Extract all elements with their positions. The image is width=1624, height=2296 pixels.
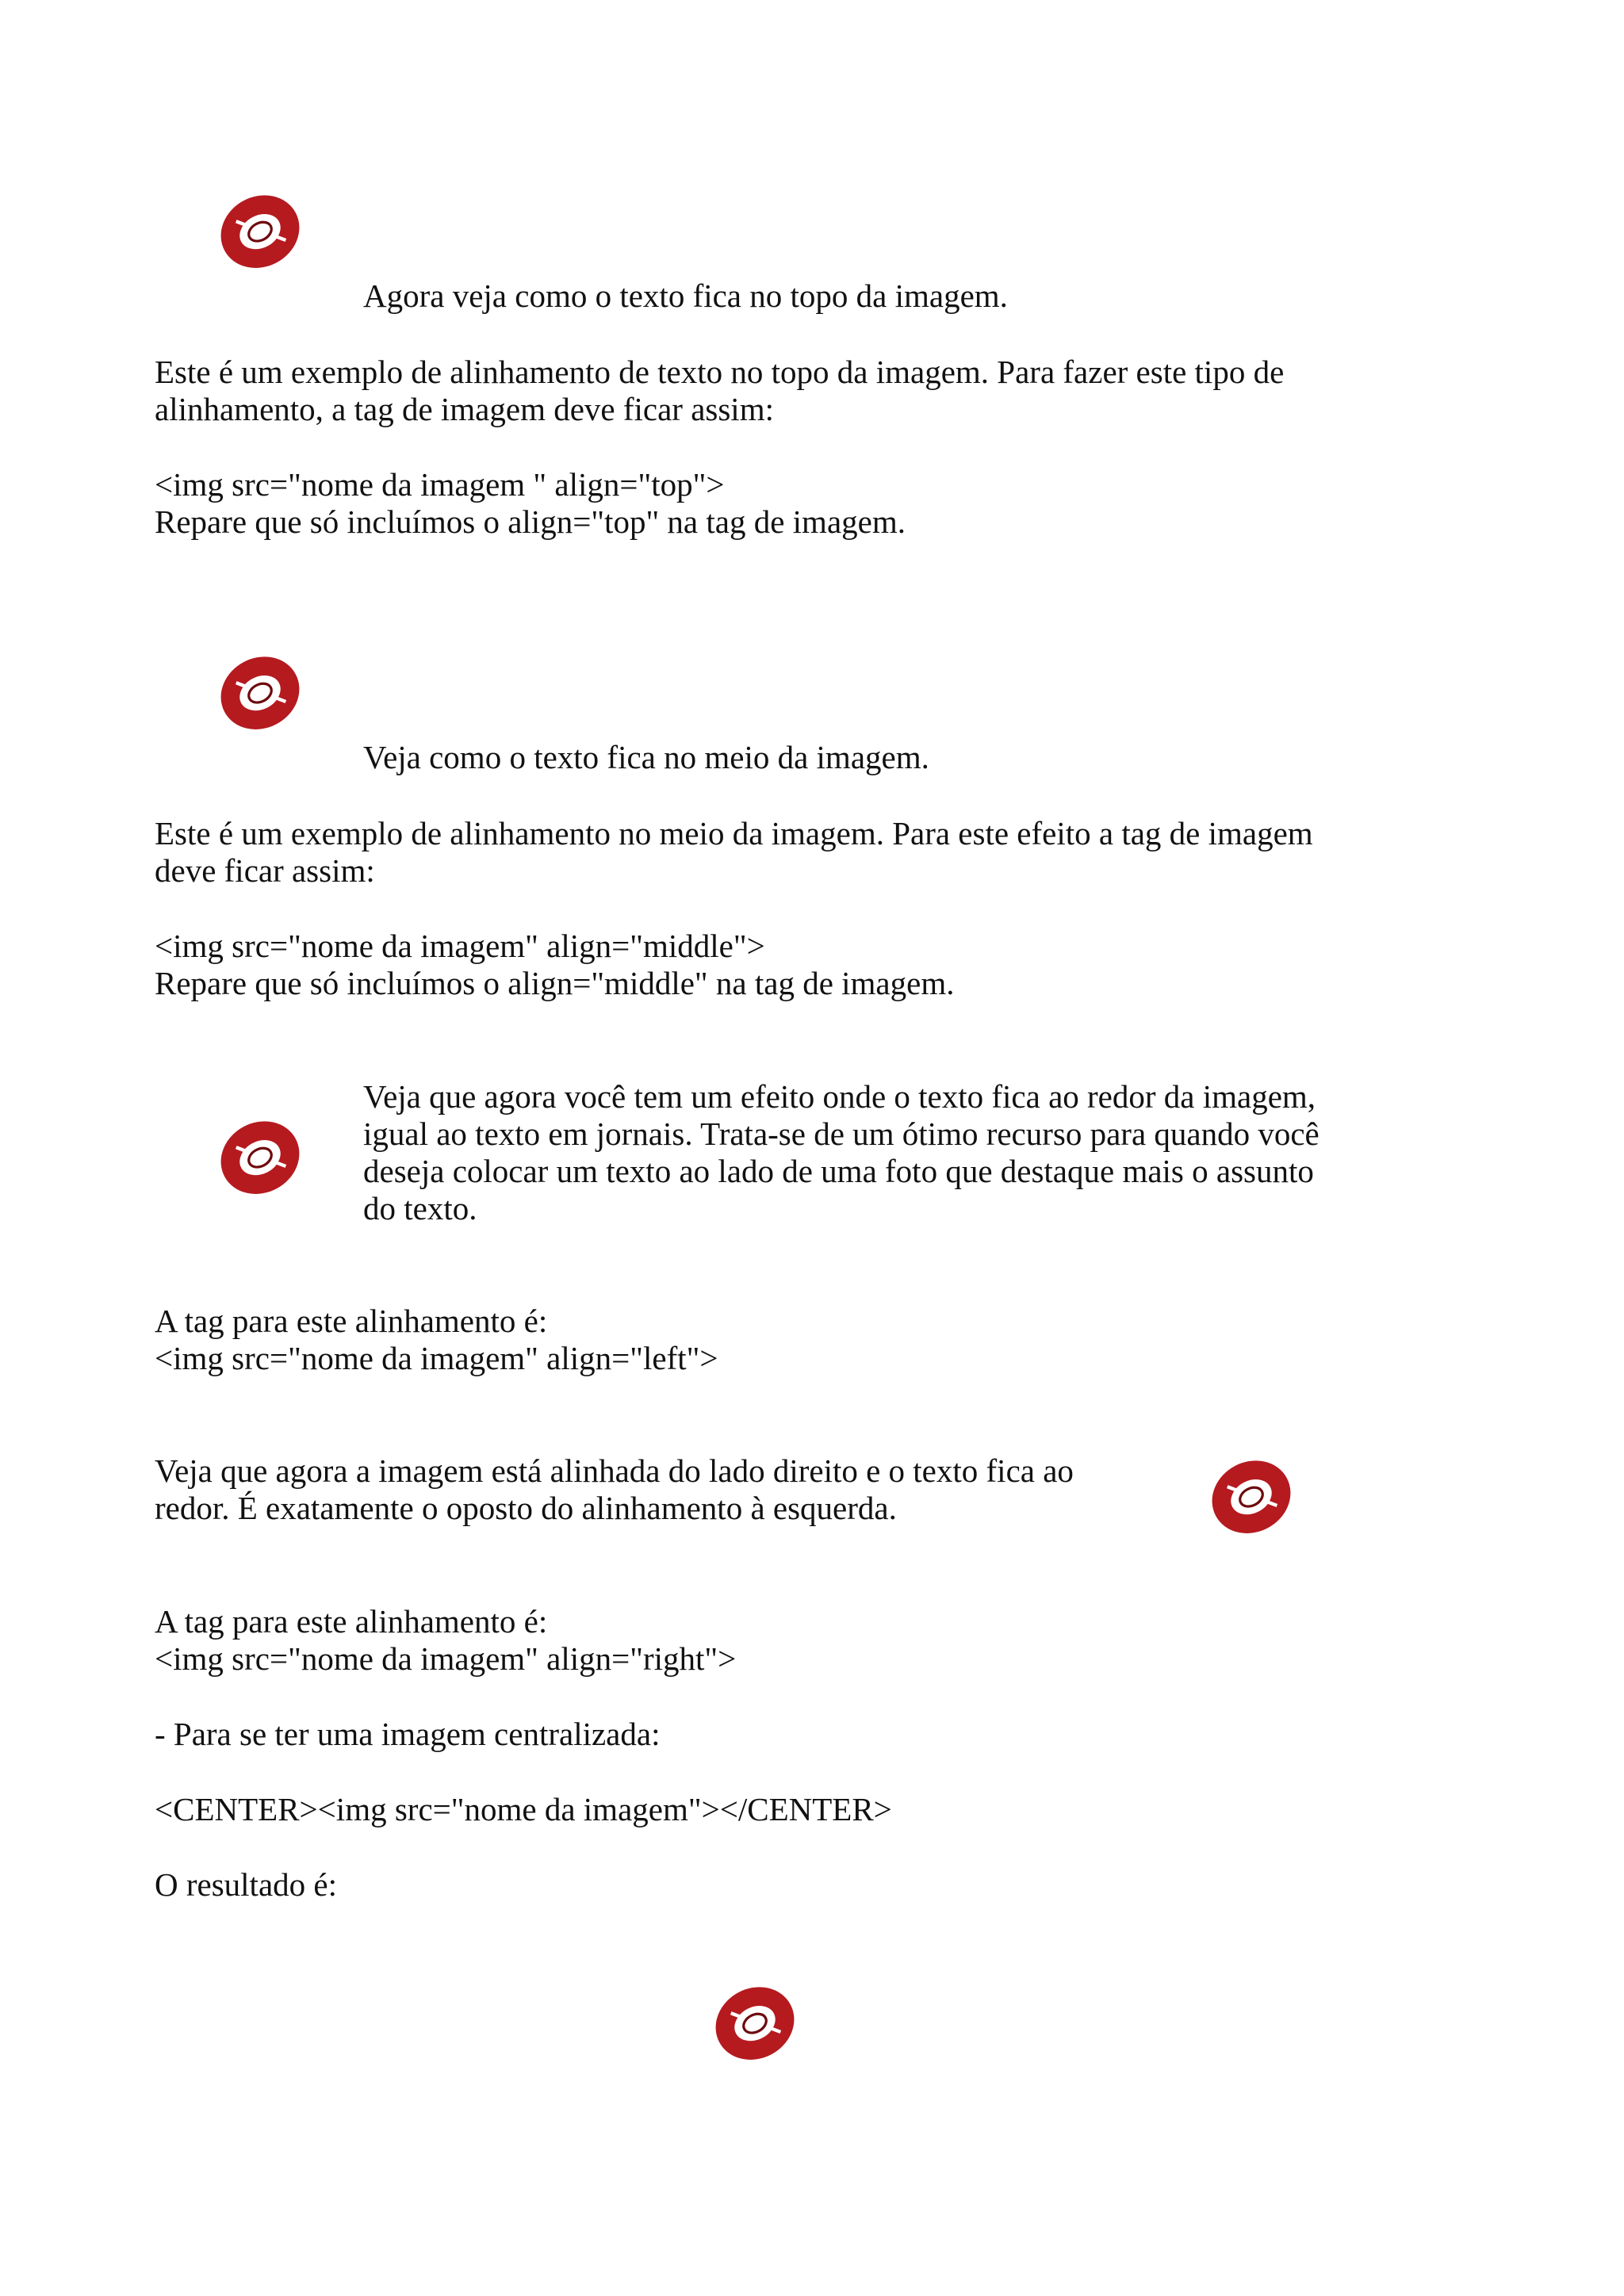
middle-caption: Veja como o texto fica no meio da imagem. [363,739,929,775]
left-wrap-line-3: deseja colocar um texto ao lado de uma foto que destaque mais o assunto [363,1153,1314,1189]
top-note: Repare que só incluímos o align="top" na tag de imagem. [155,503,906,540]
left-wrap-line-4: do texto. [363,1190,477,1226]
left-wrap-line-2: igual ao texto em jornais. Trata-se de um ótimo recurso para quando você [363,1115,1320,1152]
red-ring-icon [216,649,304,734]
right-wrap-line-1: Veja que agora a imagem está alinhada do lado direito e o texto fica ao [155,1452,1074,1489]
top-caption: Agora veja como o texto fica no topo da imagem. [363,277,1008,314]
left-tag-label: A tag para este alinhamento é: [155,1303,548,1339]
top-paragraph-line-1: Este é um exemplo de alinhamento de texto no topo da imagem. Para fazer este tipo de [155,354,1285,390]
top-code-example: <img src="nome da imagem " align="top"> [155,466,725,503]
middle-paragraph-line-1: Este é um exemplo de alinhamento no meio da imagem. Para este efeito a tag de imagem [155,815,1313,851]
top-paragraph-line-2: alinhamento, a tag de imagem deve ficar assim: [155,391,774,427]
red-ring-icon-shape [220,194,299,269]
center-heading: - Para se ter uma imagem centralizada: [155,1716,661,1752]
right-code-example: <img src="nome da imagem" align="right"> [155,1640,737,1677]
right-wrap-line-2: redor. É exatamente o oposto do alinhamento à esquerda. [155,1490,897,1526]
right-tag-label: A tag para este alinhamento é: [155,1603,548,1640]
center-code-example: <CENTER><img src="nome da imagem"></CENTER> [155,1791,892,1827]
left-wrap-line-1: Veja que agora você tem um efeito onde o texto fica ao redor da imagem, [363,1078,1316,1115]
result-label: O resultado é: [155,1866,337,1903]
middle-paragraph-line-2: deve ficar assim: [155,852,375,889]
middle-note: Repare que só incluímos o align="middle" na tag de imagem. [155,965,955,1001]
left-code-example: <img src="nome da imagem" align="left"> [155,1340,718,1376]
red-ring-icon [216,1113,304,1199]
red-ring-icon [1207,1452,1296,1538]
middle-code-example: <img src="nome da imagem" align="middle"> [155,928,765,964]
red-ring-icon [710,1979,799,2064]
red-ring-icon [216,187,304,273]
